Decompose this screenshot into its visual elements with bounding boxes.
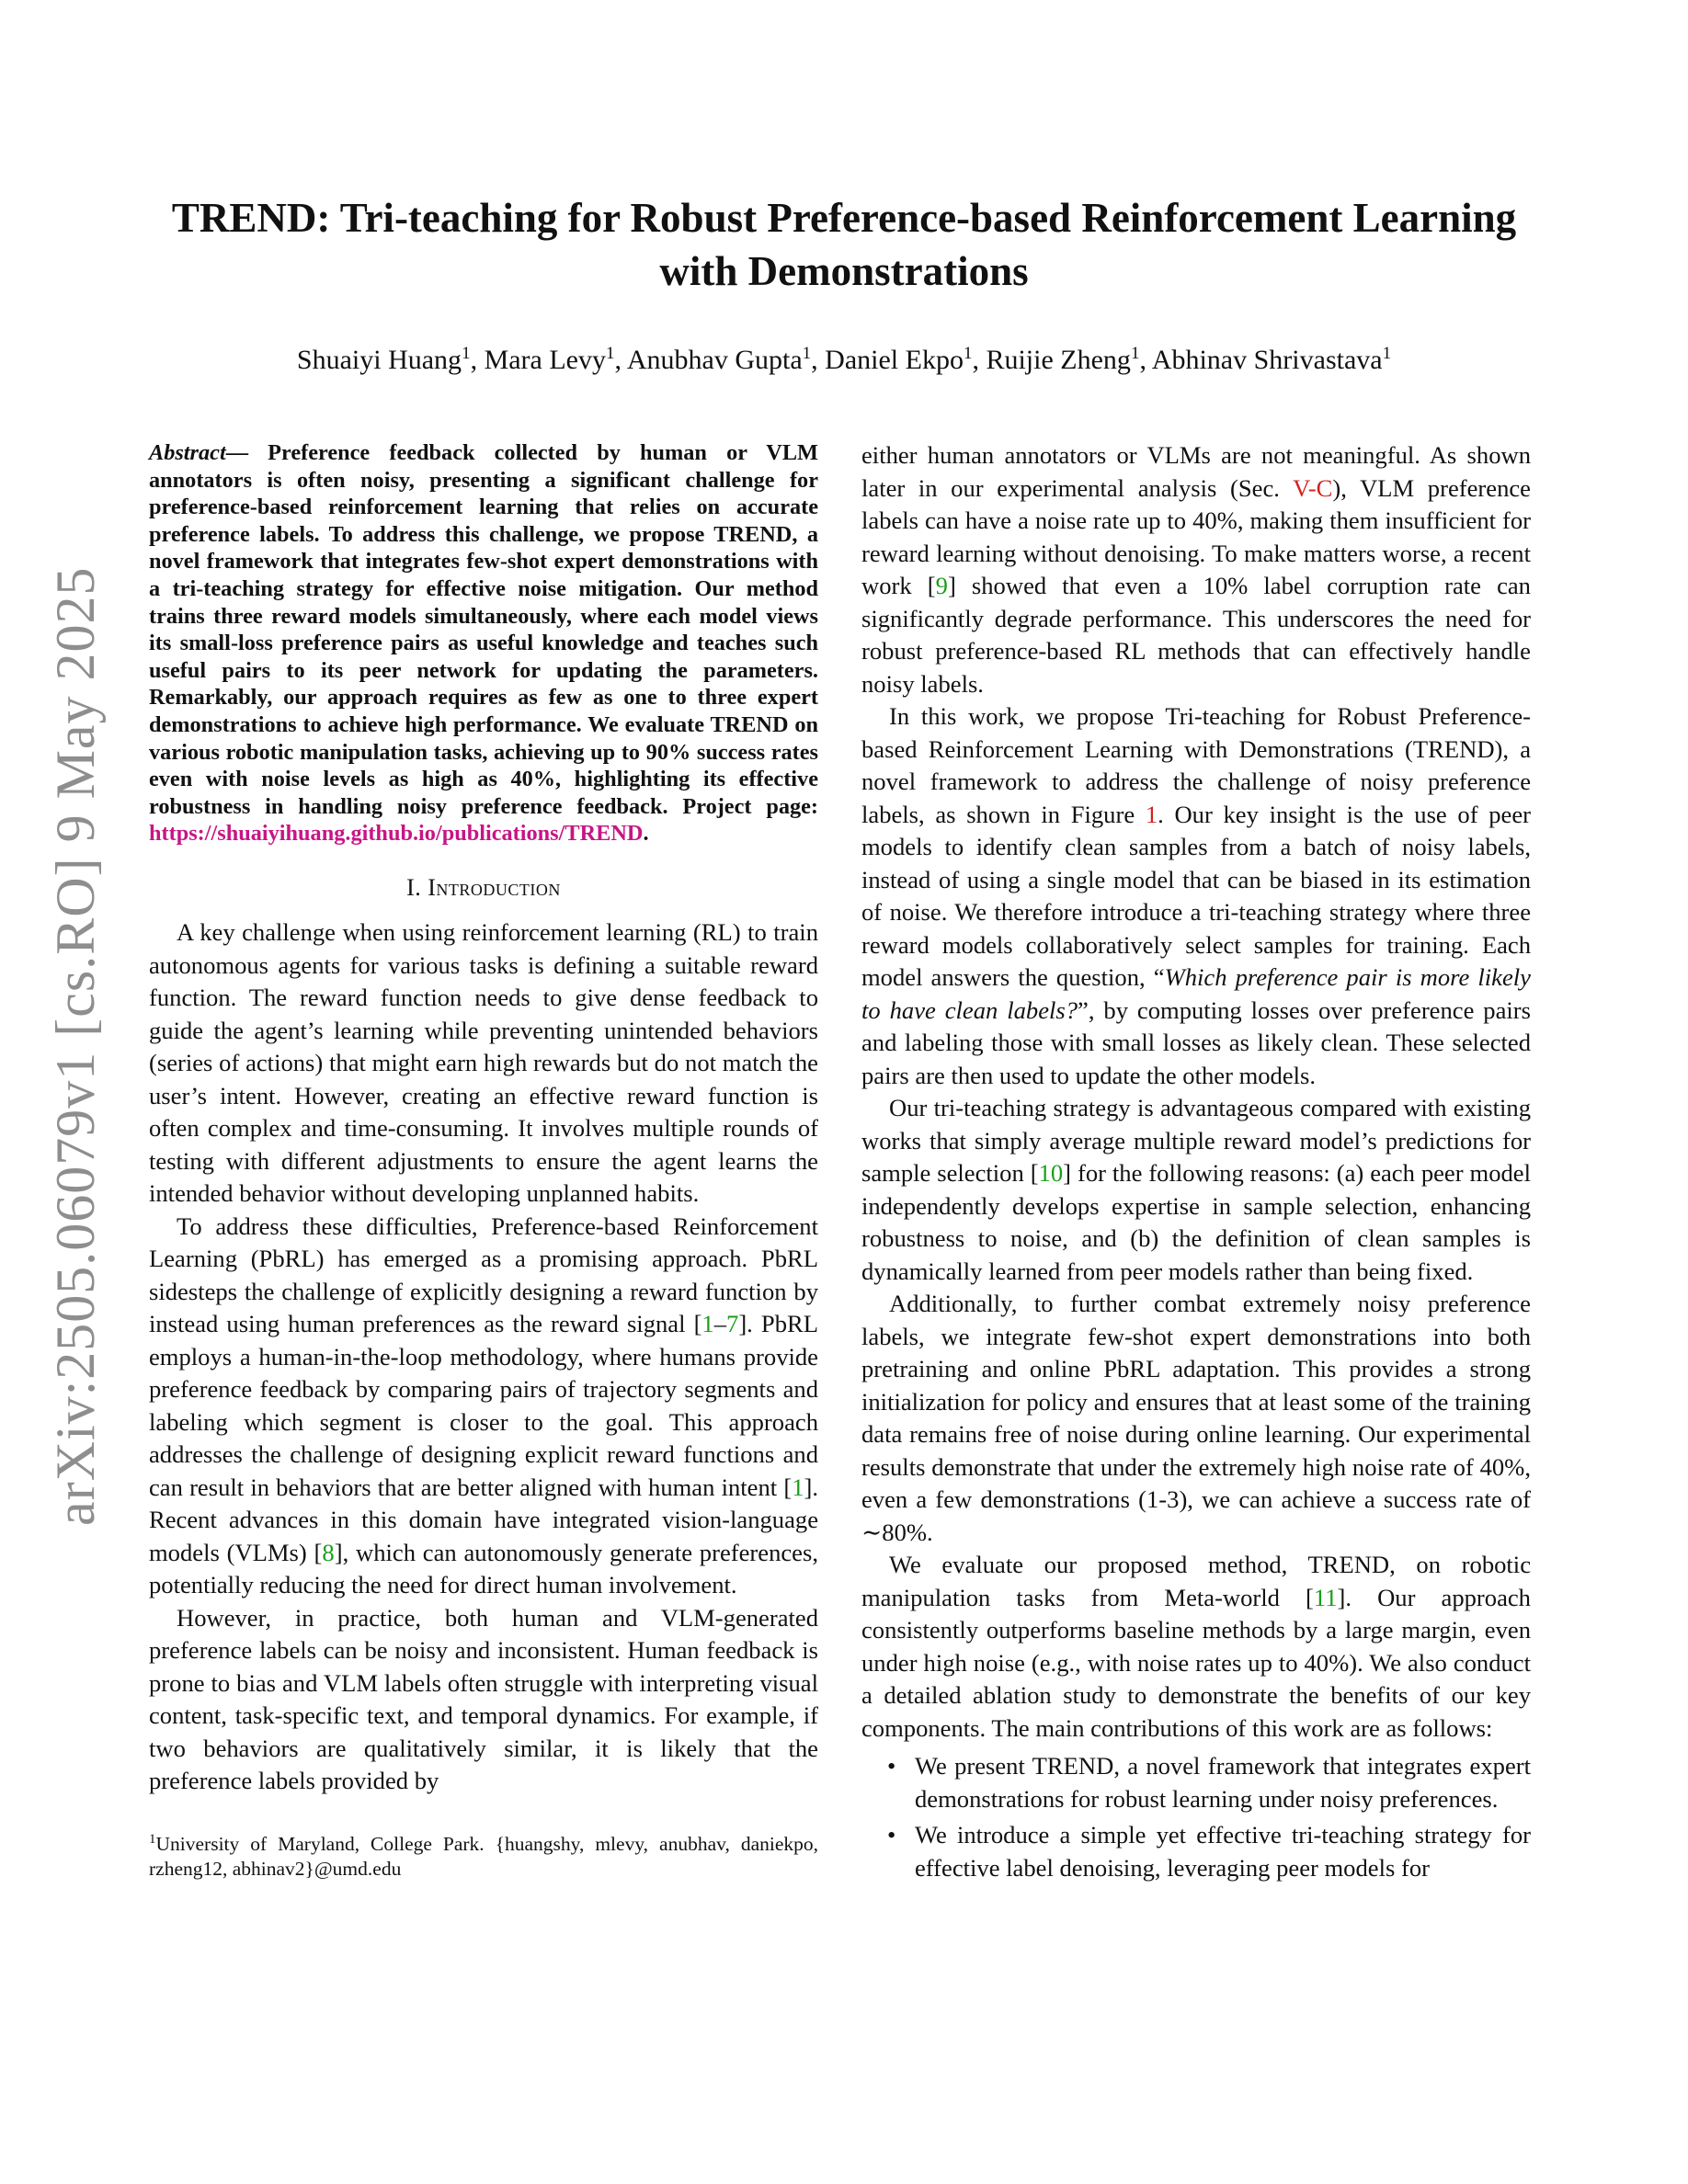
author: Ruijie Zheng$^1$ <box>986 344 1140 375</box>
section-heading: I. Introduction <box>406 873 561 901</box>
paragraph: To address these difficulties, Preference-based Reinforcement Learning (PbRL) has emerged as a promising approach. PbRL sidesteps the challenge of explicitly designing a reward function by instead using human preferences as the reward signal [1–7]. PbRL employs a human-in-the-loop methodology, where humans provide preference feedback by comparing pairs of trajectory segments and labeling which segment is closer to the goal. This approach addresses the challenge of designing explicit reward functions and can result in behaviors that are better aligned with human intent [1]. Recent advances in this domain have integrated vision-language models (VLMs) [8], which can autonomously generate preferences, potentially reducing the need for direct human involvement. <box>149 1211 818 1599</box>
citation-link[interactable]: 11 <box>1313 1583 1338 1611</box>
paragraph: either human annotators or VLMs are not meaningful. As shown later in our experimental analysis (Sec. V-C), VLM preference labels can have a noise rate up to 40%, making them insufficient for reward learning without denoising. To make matters worse, a recent work [9] showed that even a 10% label corruption rate can significantly degrade performance. This underscores the need for robust preference-based RL methods that can effectively handle noisy labels. <box>861 441 1531 698</box>
citation-link[interactable]: 9 <box>935 572 948 599</box>
citation-link[interactable]: 10 <box>1038 1159 1064 1187</box>
affiliation-footnote: $^1$University of Maryland, College Park. {huangshy, mlevy, anubhav, daniekpo, rzheng12, abhinav2}@umd.edu <box>149 1831 818 1881</box>
paragraph: Additionally, to further combat extremely noisy preference labels, we integrate few-shot expert demonstrations into both pretraining and online PbRL adaptation. This provides a strong initialization for policy and ensures that at least some of the training data remains free of noise during online learning. Our experimental results demonstrate that under the extremely high noise rate of 40%, even a few demonstrations (1-3), we can achieve a success rate of ∼80%. <box>861 1290 1531 1546</box>
right-column <box>861 439 1531 1888</box>
abstract: Abstract— Preference feedback collected by human or VLM annotators is often noisy, presenting a significant challenge for preference-based reinforcement learning that relies on accurate preference labels. To address this challenge, we propose TREND, a novel framework that integrates few-shot expert demonstrations with a tri-teaching strategy for effective noise mitigation. Our method trains three reward models simultaneously, where each model views its small-loss preference pairs as useful knowledge and teaches such useful pairs to its peer network for updating the parameters. Remarkably, our approach requires as few as one to three expert demonstrations to achieve high performance. We evaluate TREND on various robotic manipulation tasks, achieving up to 90% success rates even with noise levels as high as 40%, highlighting its effective robustness in handling noisy preference feedback. Project page: https://shuaiyihuang.github.io/publications/TREND. <box>149 440 818 847</box>
citation-link[interactable]: 1 <box>792 1473 804 1501</box>
list-item: • We introduce a simple yet effective tri-teaching strategy for effective label denoising, leveraging peer models for <box>887 1821 1531 1882</box>
paragraph: We evaluate our proposed method, TREND, on robotic manipulation tasks from Meta-world [11]. Our approach consistently outperforms baseline methods by a large margin, even under high noise (e.g., with noise rates up to 40%). We also conduct a detailed ablation study to demonstrate the benefits of our key components. The main contributions of this work are as follows: <box>861 1551 1531 1742</box>
project-page-link[interactable]: https://shuaiyihuang.github.io/publications/TREND <box>149 821 644 847</box>
author: Mara Levy$^1$ <box>484 344 615 375</box>
author-list: Shuaiyi Huang$^1$, Mara Levy$^1$, Anubhav Gupta$^1$, Daniel Ekpo$^1$, Ruijie Zheng$^1$, Abhinav Shrivastava$^1$ <box>296 344 1392 375</box>
author: Daniel Ekpo$^1$ <box>825 344 973 375</box>
paragraph: Our tri-teaching strategy is advantageous compared with existing works that simply average multiple reward model’s predictions for sample selection [10] for the following reasons: (a) each peer model independently develops expertise in sample selection, enhancing robustness to noise, and (b) the definition of clean samples is dynamically learned from peer models rather than being fixed. <box>861 1094 1532 1285</box>
contribution-list <box>861 1750 1531 1884</box>
author: Anubhav Gupta$^1$ <box>626 344 812 375</box>
author: Shuaiyi Huang$^1$ <box>296 344 471 375</box>
bullet-icon: • <box>887 1752 896 1780</box>
paper-title: TREND: Tri-teaching for Robust Preference-based Reinforcement Learning with Demonstrations <box>171 195 1517 294</box>
author: Abhinav Shrivastava$^1$ <box>1151 344 1392 375</box>
abstract-text: Preference feedback collected by human or VLM annotators is often noisy, presenting a significant challenge for preference-based reinforcement learning that relies on accurate preference labels. To address this challenge, we propose TREND, a novel framework that integrates few-shot expert demonstrations with a tri-teaching strategy for effective noise mitigation. Our method trains three reward models simultaneously, where each model views its small-loss preference pairs as useful knowledge and teaches such useful pairs to its peer network for updating the parameters. Remarkably, our approach requires as few as one to three expert demonstrations to achieve high performance. We evaluate TREND on various robotic manipulation tasks, achieving up to 90% success rates even with noise levels as high as 40%, highlighting its effective robustness in handling noisy preference feedback. Project page: <box>149 440 818 819</box>
left-column <box>149 439 818 1882</box>
arxiv-identifier-stamp: arXiv:2505.06079v1 [cs.RO] 9 May 2025 <box>45 566 106 1526</box>
paragraph: In this work, we propose Tri-teaching for Robust Preference-based Reinforcement Learning with Demonstrations (TREND), a novel framework to address the challenge of noisy preference labels, as shown in Figure 1. Our key insight is the use of peer models to identify clean samples from a batch of noisy labels, instead of using a single model that can be biased in its estimation of noise. We therefore introduce a tri-teaching strategy where three reward models collaboratively select samples for training. Each model answers the question, “Which preference pair is more likely to have clean labels?”, by computing losses over preference pairs and labeling those with small losses as likely clean. These selected pairs are then used to update the other models. <box>861 702 1531 1089</box>
abstract-label: Abstract <box>149 440 226 465</box>
list-item: • We present TREND, a novel framework that integrates expert demonstrations for robust learning under noisy preferences. <box>887 1752 1531 1813</box>
paragraph: A key challenge when using reinforcement learning (RL) to train autonomous agents for various tasks is defining a suitable reward function. The reward function needs to give dense feedback to guide the agent’s learning while preventing unintended behaviors (series of actions) that might earn high rewards but do not match the user’s intent. However, creating an effective reward function is often complex and time-consuming. It involves multiple rounds of testing with different adjustments to ensure the agent learns the intended behavior without developing unplanned habits. <box>149 918 818 1208</box>
bullet-icon: • <box>887 1821 896 1848</box>
paragraph: However, in practice, both human and VLM-generated preference labels can be noisy and inconsistent. Human feedback is prone to bias and VLM labels often struggle with interpreting visual content, task-specific text, and temporal dynamics. For example, if two behaviors are qualitatively similar, it is likely that the preference labels provided by <box>149 1603 818 1795</box>
citation-link[interactable]: 8 <box>322 1538 335 1566</box>
citation-link[interactable]: 7 <box>726 1310 739 1338</box>
citation-link[interactable]: 1 <box>701 1310 714 1338</box>
figure-reference-link[interactable]: 1 <box>1145 800 1158 828</box>
section-reference-link[interactable]: V-C <box>1293 473 1333 502</box>
